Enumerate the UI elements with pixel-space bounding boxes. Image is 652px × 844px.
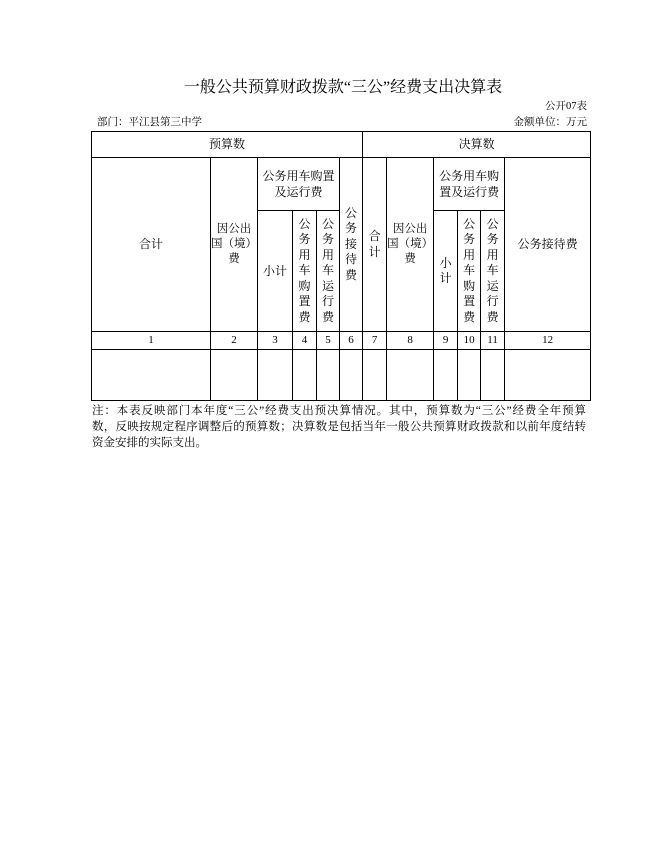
final-vehicle-subtotal-header xyxy=(434,211,458,332)
column-number: 7 xyxy=(363,332,387,350)
budget-reception-header xyxy=(340,158,363,332)
column-number-row xyxy=(92,332,591,350)
table-note xyxy=(92,403,586,451)
final-total-label: 合计 xyxy=(368,229,381,259)
final-reception-header: 公务接待费 xyxy=(505,158,591,332)
data-cell xyxy=(363,350,387,401)
budget-abroad-label: 因公出 国（境） 费 xyxy=(211,223,257,265)
data-row xyxy=(92,350,591,401)
final-vehicle-operation-label: 公务用车运行费 xyxy=(486,216,499,324)
data-cell xyxy=(340,350,363,401)
department-label: 部门：平江县第三中学 xyxy=(97,117,202,128)
group-header-row xyxy=(92,132,591,158)
column-number: 6 xyxy=(340,332,363,350)
three-public-expenses-table xyxy=(91,131,591,401)
budget-group-header: 预算数 xyxy=(92,132,363,158)
final-vehicle-purchase-label: 公务用车购置费 xyxy=(463,216,476,324)
final-group-header: 决算数 xyxy=(363,132,591,158)
column-number: 11 xyxy=(481,332,505,350)
note-line: 数，反映按规定程序调整后的预算数；决算数是包括当年一般公共预算财政拨款和以前年度结转 xyxy=(92,421,586,433)
document-title: 一般公共预算财政拨款“三公”经费支出决算表 xyxy=(183,79,503,96)
column-number: 8 xyxy=(387,332,434,350)
data-cell xyxy=(458,350,481,401)
final-vehicle-subtotal-label: 小计 xyxy=(439,255,452,285)
budget-vehicle-group-header xyxy=(258,158,340,211)
data-cell xyxy=(481,350,505,401)
budget-vehicle-operation-label: 公务用车运行费 xyxy=(321,216,334,324)
final-abroad-header xyxy=(387,158,434,332)
column-number: 4 xyxy=(293,332,317,350)
note-line: 注：本表反映部门本年度“三公”经费支出预决算情况。其中，预算数为“三公”经费全年预算 xyxy=(92,405,586,417)
budget-reception-label: 公务接待费 xyxy=(345,205,358,282)
column-number: 5 xyxy=(317,332,340,350)
column-header-row xyxy=(92,158,591,211)
column-number: 10 xyxy=(458,332,481,350)
budget-vehicle-purchase-header xyxy=(293,211,317,332)
final-total-header xyxy=(363,158,387,332)
data-cell xyxy=(317,350,340,401)
final-vehicle-group-label: 公务用车购 置及运行费 xyxy=(439,169,500,199)
budget-vehicle-purchase-label: 公务用车购置费 xyxy=(298,216,311,324)
column-number: 2 xyxy=(211,332,258,350)
final-vehicle-purchase-header xyxy=(458,211,481,332)
final-vehicle-operation-header xyxy=(481,211,505,332)
data-cell xyxy=(505,350,591,401)
data-cell xyxy=(92,350,211,401)
data-cell xyxy=(387,350,434,401)
note-line: 资金安排的实际支出。 xyxy=(92,437,207,449)
budget-vehicle-operation-header xyxy=(317,211,340,332)
form-code: 公开07表 xyxy=(545,101,587,112)
budget-vehicle-subtotal-header: 小计 xyxy=(258,211,293,332)
data-cell xyxy=(434,350,458,401)
column-number: 1 xyxy=(92,332,211,350)
amount-unit-label: 金额单位：万元 xyxy=(513,117,587,128)
budget-vehicle-group-label: 公务用车购置 及运行费 xyxy=(262,169,335,199)
column-number: 9 xyxy=(434,332,458,350)
data-cell xyxy=(211,350,258,401)
column-number: 3 xyxy=(258,332,293,350)
budget-abroad-header xyxy=(211,158,258,332)
column-number: 12 xyxy=(505,332,591,350)
final-abroad-label: 因公出 国（境） 费 xyxy=(387,223,434,265)
budget-total-header: 合计 xyxy=(92,158,211,332)
data-cell xyxy=(258,350,293,401)
data-cell xyxy=(293,350,317,401)
final-vehicle-group-header xyxy=(434,158,505,211)
